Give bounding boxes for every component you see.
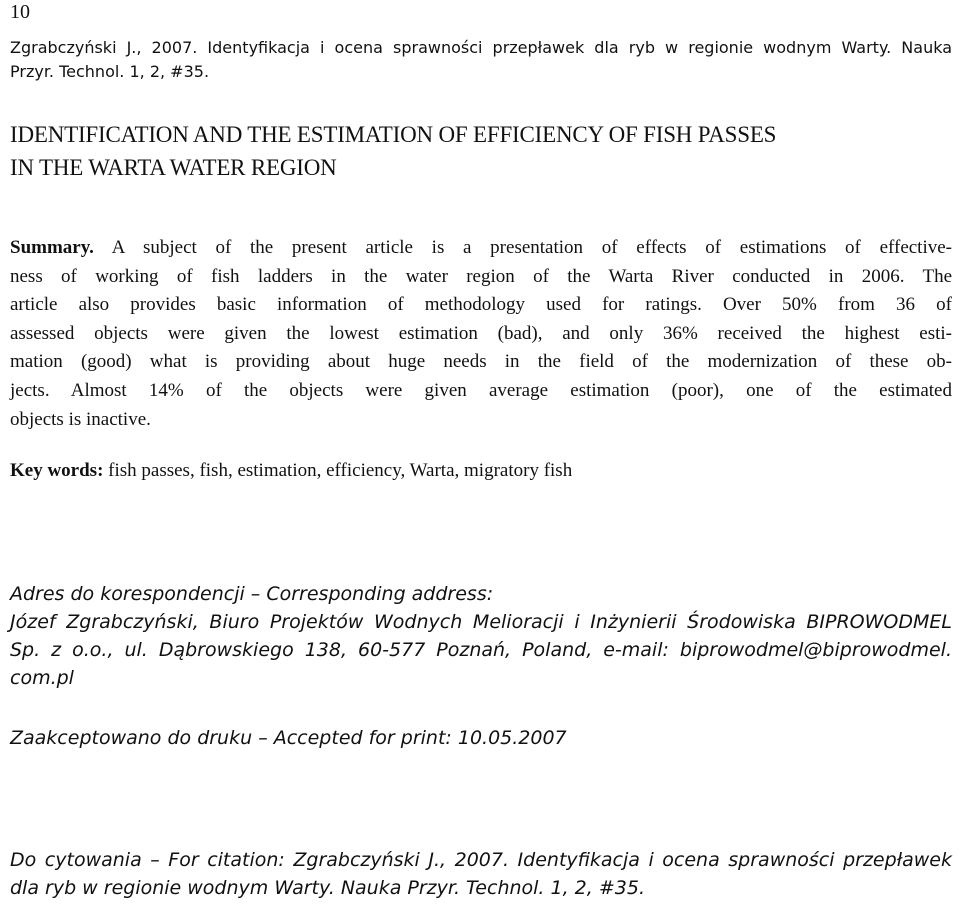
address-heading: Adres do korespondencji – Corresponding address: <box>10 583 494 605</box>
header-citation-line-2: Przyr. Technol. 1, 2, #35. <box>10 62 210 81</box>
citation-line-1: Do cytowania – For citation: Zgrabczyński J., 2007. Identyfikacja i ocena sprawności przepławek <box>10 849 952 871</box>
citation-line-2: dla ryb w regionie wodnym Warty. Nauka Przyr. Technol. 1, 2, #35. <box>10 877 645 899</box>
summary-line-7: objects is inactive. <box>10 408 151 430</box>
summary-line-1 <box>10 234 952 263</box>
keywords-label: Key words: <box>10 460 104 481</box>
summary-line-6: jects. Almost 14% of the objects were given average estimation (poor), one of the estimated <box>10 379 952 401</box>
summary-line-3: article also provides basic information of methodology used for ratings. Over 50% from 36 of <box>10 294 952 316</box>
header-citation-line-1: Zgrabczyński J., 2007. Identyfikacja i ocena sprawności przepławek dla ryb w regionie wodnym Warty. Nauka <box>10 38 952 57</box>
summary-label: Summary. <box>10 237 94 258</box>
accepted-for-print: Zaakceptowano do druku – Accepted for print: 10.05.2007 <box>10 727 567 749</box>
keywords-text: fish passes, fish, estimation, efficiency, Warta, migratory fish <box>103 460 573 481</box>
article-title <box>10 118 952 184</box>
summary-line-4: assessed objects were given the lowest estimation (bad), and only 36% received the highest esti- <box>10 322 952 344</box>
summary-paragraph <box>10 234 952 434</box>
summary-line-2: ness of working of fish ladders in the water region of the Warta River conducted in 2006. The <box>10 265 952 287</box>
keywords <box>10 457 952 485</box>
header-citation <box>10 36 952 84</box>
title-line-1: IDENTIFICATION AND THE ESTIMATION OF EFFICIENCY OF FISH PASSES <box>10 122 777 147</box>
address-line-2: Sp. z o.o., ul. Dąbrowskiego 138, 60-577 Poznań, Poland, e-mail: biprowodmel@biprowodmel. <box>10 639 952 661</box>
page-number: 10 <box>10 1 30 23</box>
address-line-1: Józef Zgrabczyński, Biuro Projektów Wodnych Melioracji i Inżynierii Środowiska BIPROWODMEL <box>10 611 952 633</box>
address-line-3: com.pl <box>10 667 74 689</box>
for-citation <box>10 846 952 902</box>
corresponding-address <box>10 580 952 692</box>
summary-line-5: mation (good) what is providing about huge needs in the field of the modernization of these ob- <box>10 351 952 373</box>
summary-line-1-text: A subject of the present article is a presentation of effects of estimations of effective- <box>93 237 952 258</box>
title-line-2: IN THE WARTA WATER REGION <box>10 155 337 180</box>
